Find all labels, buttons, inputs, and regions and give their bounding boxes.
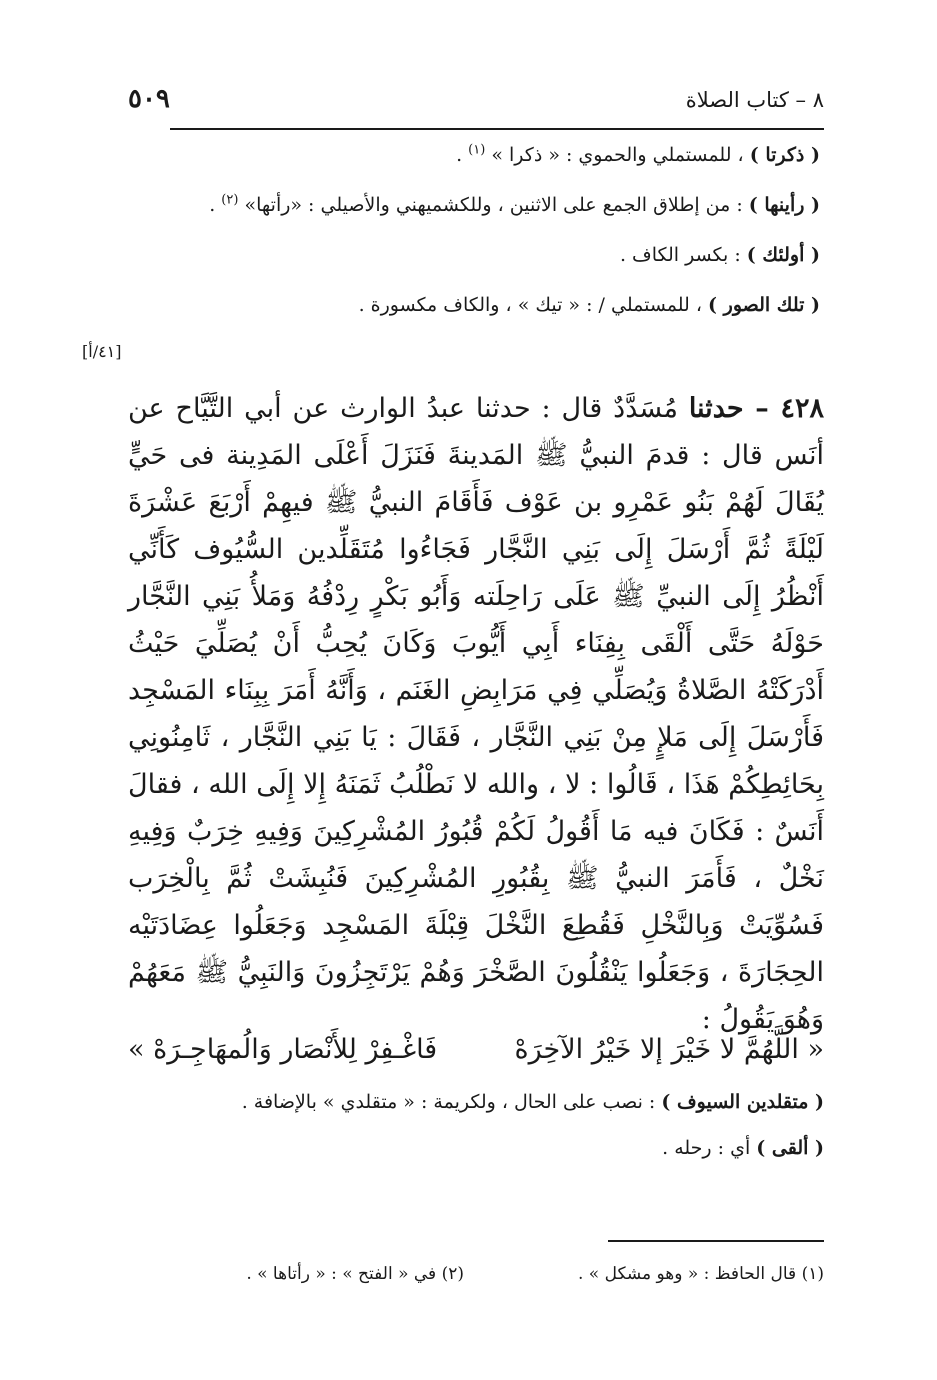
note-text: ، للمستملي والحموي : « ذكرا » [491, 144, 750, 166]
footnotes [160, 1256, 824, 1292]
chapter-title: ٨ – كتاب الصلاة [685, 88, 824, 112]
note-ulaika [140, 236, 820, 274]
explain-term: ( ألقى ) [756, 1137, 824, 1159]
poem-second-hemistich: فَاغْـفِرْ لِلأَنْصَار وَالُمهَاجِـرَهْ » [128, 1034, 438, 1065]
note-term: ( رأينها ) [748, 194, 820, 216]
note-term: ( ذكرتا ) [749, 144, 820, 166]
hadith-number: ٤٢٨ – حدثنا [688, 393, 824, 424]
explain-mutaqalladin [128, 1084, 824, 1120]
hadith-428 [128, 385, 824, 1043]
note-tail: . [209, 194, 222, 216]
explain-text: أي : رحله . [662, 1137, 757, 1159]
note-text: : بكسر الكاف . [619, 244, 747, 266]
page-number: ٥٠٩ [128, 84, 170, 114]
explain-alqa [128, 1130, 824, 1166]
note-term: ( أولئك ) [746, 244, 820, 266]
header-rule [170, 128, 824, 130]
footnote-2: (٢) في « الفتح » : « رأتاها » . [246, 1264, 464, 1284]
commentary-notes [140, 136, 820, 336]
footnote-marker: (٢) [221, 192, 239, 208]
note-term: ( تلك الصور ) [708, 294, 820, 316]
footnote-1: (١) قال الحافظ : « وهو مشكل » . [577, 1264, 824, 1284]
explain-term: ( متقلدين السيوف ) [661, 1091, 824, 1113]
note-tilka-alsuwar [140, 286, 820, 324]
footnote-rule [608, 1240, 824, 1242]
note-text: ، للمستملي / : « تيك » ، والكاف مكسورة . [358, 294, 709, 316]
note-raaynaha [140, 186, 820, 224]
footnote-marker: (١) [468, 142, 486, 158]
poem-first-hemistich: « اللَّهُمَّ لا خَيْرَ إلا خَيْرُ الآخِرَهْ [514, 1034, 824, 1065]
running-header [128, 84, 824, 118]
hadith-text: مُسَدَّدٌ قال : حدثنا عبدُ الوارث عن أبي التَّيَّاح عن أنَس قال : قدمَ النبيُّ ﷺ المَدينةَ فَنَزَلَ أَعْلَى المَدِينة فى حَيٍّ يُقَالَ لَهُمْ بَنُو عَمْرِو بن عَوْف فَأَقَامَ النبيُّ ﷺ فيهِمْ أَرْبَعَ عَشْرَةَ لَيْلَةً ثُمَّ أَرْسَلَ إِلَى بَنِي النَّجَّار فَجَاءُوا مُتَقَلِّدين السُّيُوف كَأَنِّي أَنْظُرُ إِلَى النبيِّ ﷺ عَلَى رَاحِلَته وَأَبُو بَكْرٍ رِدْفُهُ وَمَلأُ بَنِي النَّجَّار حَوْلَهُ حَتَّى أَلْقَى بِفِنَاء أَبِي أَيُّوبَ وَكَانَ يُحِبُّ أَنْ يُصَلِّيَ حَيْثُ أَدْرَكَتْهُ الصَّلاةُ وَيُصَلِّي فِي مَرَابِضِ الغَنَم ، وَأَنَّهُ أَمَرَ بِبِنَاء المَسْجِد فَأَرْسَلَ إِلَى مَلإٍ مِنْ بَنِي النَّجَّار ، فَقَالَ : يَا بَنِي النَّجَّار ، ثَامِنُونِي بِحَائِطِكُمْ هَذَا ، قَالُوا : لا ، والله لا نَطْلُبُ ثَمَنَهُ إِلا إِلَى الله ، فقالَ أَنَسٌ : فَكَانَ فيه مَا أَقُولُ لَكُمْ قُبُورُ المُشْرِكِينَ وَفِيهِ خِرَبٌ وَفِيهِ نَخْلٌ ، فَأَمَرَ النبيُّ ﷺ بِقُبُورِ المُشْرِكِينَ فَنُبِشَتْ ثُمَّ بِالْخِرَب فَسُوِّيَتْ وَبِالنَّخْلِ فَقُطِعَ النَّخْلَ قِبْلَةَ المَسْجِد وَجَعَلُوا عِضَادَتَيْه الحِجَارَةَ ، وَجَعَلُوا يَنْقُلُونَ الصَّخْرَ وَهُمْ يَرْتَجِزُونَ وَالنَبِيُّ ﷺ مَعَهُمْ وَهُوَ يَقُولُ : [128, 393, 824, 1035]
hadith-explanations [128, 1084, 824, 1176]
explain-text: : نصب على الحال ، ولكريمة : « متقلدي » بالإضافة . [241, 1091, 662, 1113]
note-dhakarta [140, 136, 820, 174]
note-tail: . [456, 144, 469, 166]
note-text: : من إطلاق الجمع على الاثنين ، وللكشميهني والأصيلي : «رأتها» [244, 194, 749, 216]
manuscript-folio-ref: [٤١/أ] [82, 342, 122, 361]
